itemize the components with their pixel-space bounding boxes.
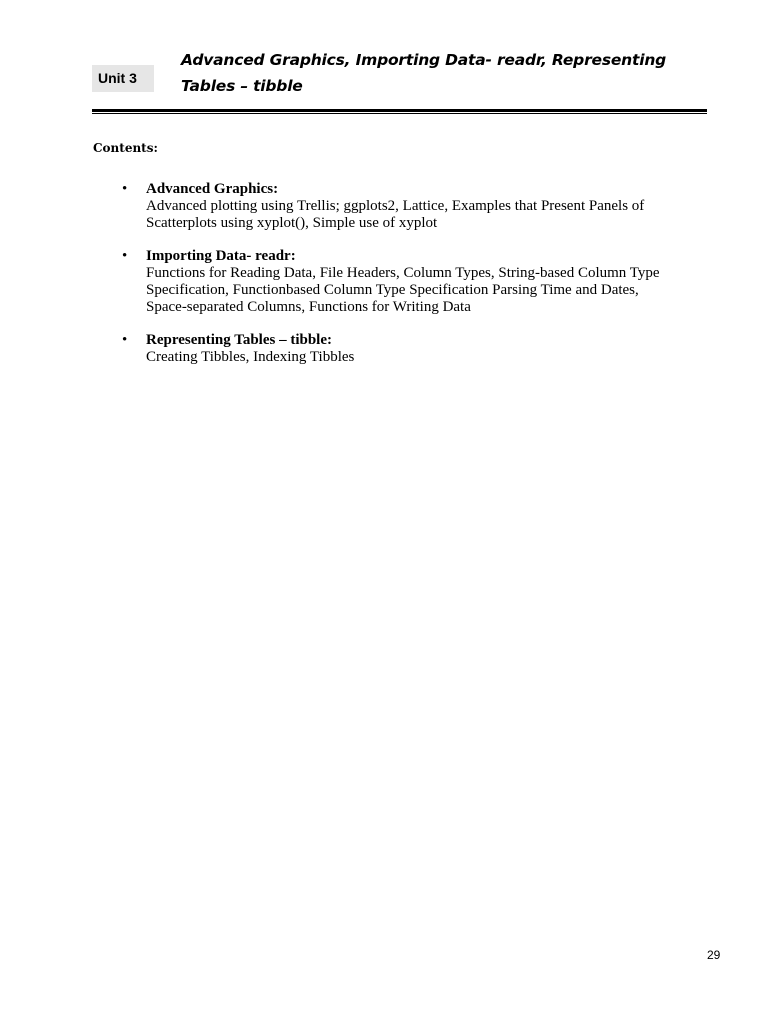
topic-title: Advanced Graphics:: [146, 181, 279, 197]
topic-title: Representing Tables – tibble:: [146, 332, 332, 348]
topic-title: Importing Data- readr:: [146, 248, 296, 264]
topic-description: Creating Tibbles, Indexing Tibbles: [146, 349, 355, 365]
page-number: 29: [707, 948, 721, 962]
topic-description: Functions for Reading Data, File Headers, Column Types, String-based Column Type Specification, Functionbased Column Type Specification Parsing Time and Dates, Space-separated Columns, Functions for Writing Data: [146, 265, 660, 315]
topic-description: Advanced plotting using Trellis; ggplots2, Lattice, Examples that Present Panels of Scatterplots using xyplot(), Simple use of xyplot: [146, 198, 645, 231]
bullet-icon: •: [122, 248, 128, 264]
topic-item-representing-tables: [122, 332, 682, 366]
contents-heading: Contents:: [93, 141, 158, 155]
topic-item-advanced-graphics: [122, 181, 682, 232]
bullet-icon: •: [122, 181, 128, 197]
header-rule-thick: [92, 109, 707, 112]
topics-list: [122, 181, 682, 382]
bullet-icon: •: [122, 332, 128, 348]
header-rule-thin: [92, 113, 707, 114]
unit-title: Advanced Graphics, Importing Data- readr, Representing Tables – tibble: [181, 51, 667, 95]
topic-item-importing-data: [122, 248, 682, 316]
unit-badge: Unit 3: [92, 65, 154, 92]
